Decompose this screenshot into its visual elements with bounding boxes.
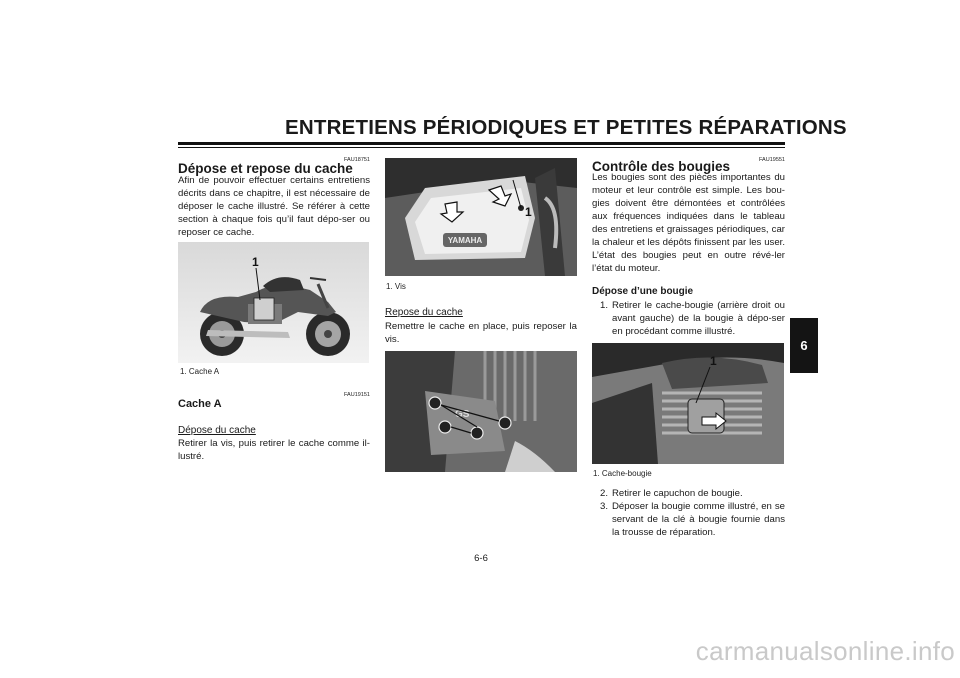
photo-callout-number: 1 <box>710 354 717 368</box>
photo-callout-number: 1 <box>525 205 532 219</box>
motorcycle-photo <box>178 242 369 363</box>
procedure-step-list <box>600 299 785 338</box>
header-rule-thin <box>178 147 785 148</box>
procedure-step <box>600 500 785 539</box>
step-text: Retirer le cache-bougie (arrière droit ou avant gauche) de la bougie à dépo-ser en procédant comme illustré. <box>612 300 785 337</box>
reference-code: FAU19551 <box>759 157 785 163</box>
reference-code: FAU19151 <box>344 392 370 398</box>
step-text: Retirer le capuchon de bougie. <box>612 488 743 499</box>
subsection-heading: Cache A <box>178 398 222 410</box>
procedure-step <box>600 487 785 500</box>
procedure-step <box>600 299 785 338</box>
watermark-text: carmanualsonline.info <box>695 636 955 666</box>
page-header-title: ENTRETIENS PÉRIODIQUES ET PETITES RÉPARATIONS <box>285 116 847 139</box>
cover-screw-photo <box>385 351 577 472</box>
procedure-paragraph: Retirer la vis, puis retirer le cache comme il-lustré. <box>178 438 370 462</box>
step-text: Déposer la bougie comme illustré, en se servant de la clé à bougie fournie dans la trousse de réparation. <box>612 501 785 538</box>
photo-caption: 1. Vis <box>386 282 406 291</box>
svg-text:GS: GS <box>455 409 470 420</box>
yamaha-logo-text: YAMAHA <box>447 236 483 245</box>
procedure-subheading: Dépose du cache <box>178 425 256 436</box>
reference-code: FAU18751 <box>344 157 370 163</box>
subsection-heading: Dépose d’une bougie <box>592 286 694 297</box>
photo-caption: 1. Cache A <box>180 367 220 376</box>
section-heading: Contrôle des bougies <box>592 159 731 174</box>
procedure-subheading: Repose du cache <box>385 307 463 318</box>
photo-callout-number: 1 <box>252 255 259 269</box>
step-number: 2. <box>600 488 609 499</box>
section-heading: Dépose et repose du cache <box>178 161 353 176</box>
section-paragraph: Les bougies sont des pièces importantes du moteur et leur contrôle est simple. Les bou-gies doivent être démontées et contrôlées aux fréquences indiquées dans le tableau des entretiens et graissages périodiques, car la chaleur et les dépôts finissent par les user. L’état des bougies peut en outre révé-ler l’état du moteur. <box>592 172 785 274</box>
photo-caption: 1. Cache-bougie <box>593 469 652 478</box>
section-paragraph: Afin de pouvoir effectuer certains entretiens décrits dans ce chapitre, il est nécessaire de déposer le cache illustré. Se référer à cette section à chaque fois qu’il faut dépo-ser ou reposer ce cache. <box>178 175 370 238</box>
procedure-paragraph: Remettre le cache en place, puis reposer la vis. <box>385 321 577 345</box>
step-number: 3. <box>600 501 609 512</box>
header-rule <box>178 142 785 145</box>
spark-plug-cover-photo <box>592 343 784 464</box>
step-number: 1. <box>600 300 609 311</box>
chapter-tab: 6 <box>790 318 818 373</box>
page-number: 6-6 <box>474 553 488 564</box>
procedure-step-list-continued <box>600 487 785 539</box>
side-cover-photo <box>385 158 577 276</box>
